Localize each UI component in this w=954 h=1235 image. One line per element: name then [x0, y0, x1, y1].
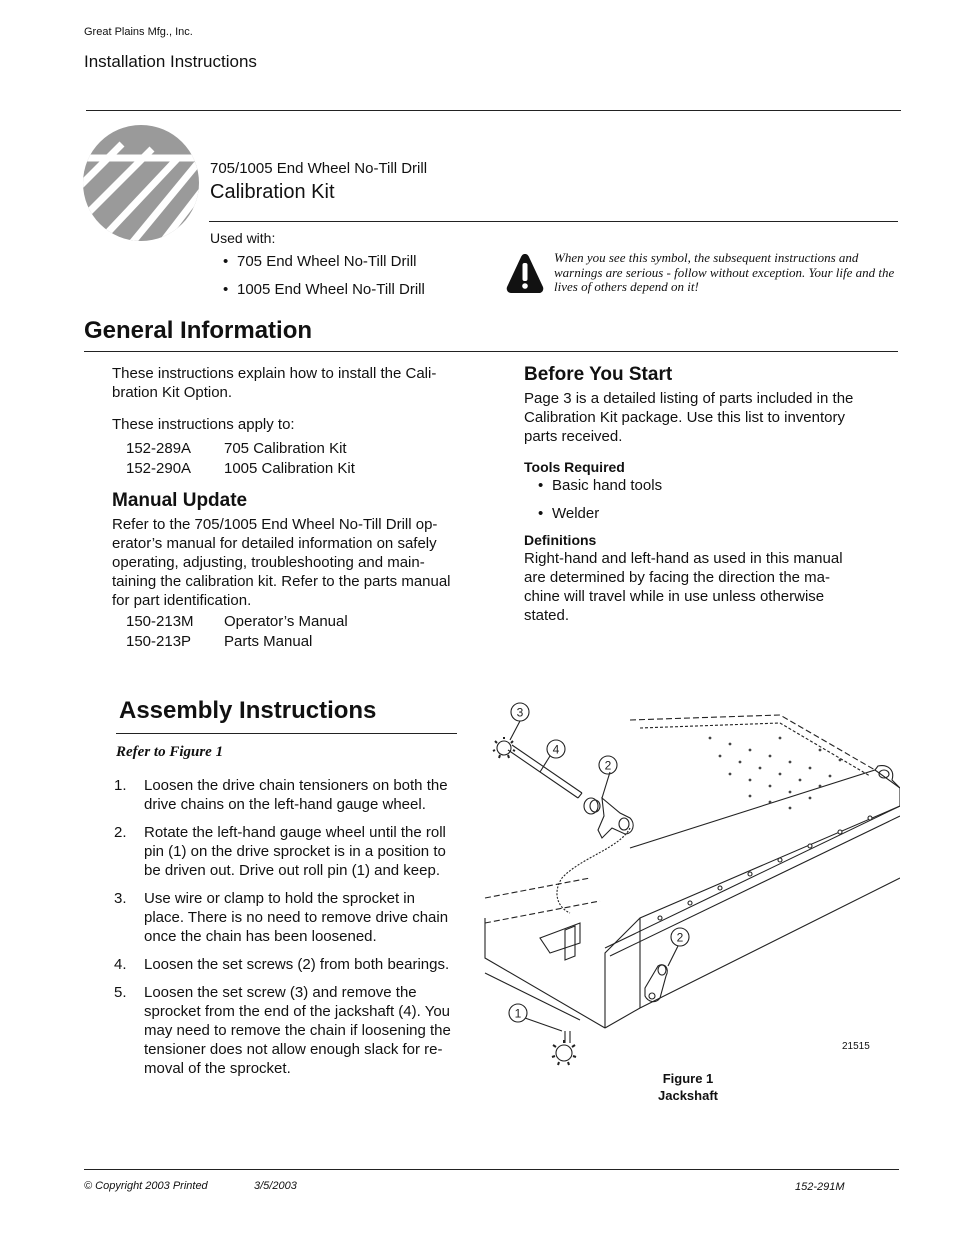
part-number: 150-213M [126, 613, 194, 630]
part-description: 705 Calibration Kit [224, 440, 347, 457]
table-row [126, 632, 348, 652]
list-item [114, 983, 456, 1078]
callout-label: 3 [516, 705, 524, 720]
list-item: • Basic hand tools [538, 476, 662, 495]
footer-copyright: © Copyright 2003 Printed [84, 1180, 208, 1192]
list-item [114, 823, 456, 880]
step-number: 3. [114, 890, 127, 907]
list-item [114, 889, 456, 946]
table-row [126, 439, 355, 459]
kit-title: Calibration Kit [210, 181, 335, 203]
part-number: 152-289A [126, 440, 192, 457]
drawing-number: 21515 [842, 1041, 870, 1052]
callout-label: 1 [514, 1006, 522, 1021]
manual-update-heading: Manual Update [112, 490, 248, 511]
header-rule [86, 110, 901, 111]
step-number: 1. [114, 777, 127, 794]
manual-update-text: Refer to the 705/1005 End Wheel No-Till Drill op-erator’s manual for detailed information on safely operating, adjusting, troubleshooting and main-taining the calibration kit. Refer to the parts manual for part identification. [112, 516, 451, 609]
part-number: 150-213P [126, 633, 192, 650]
step-text: Rotate the left-hand gauge wheel until the roll pin (1) on the drive sprocket is in a position to be driven out. Drive out roll pin (1) and keep. [144, 824, 446, 879]
list-item: • Welder [538, 504, 662, 523]
used-with-label: Used with: [210, 230, 276, 246]
product-title: 705/1005 End Wheel No-Till Drill [210, 160, 428, 177]
part-number: 152-290A [126, 460, 192, 477]
footer-rule [84, 1169, 899, 1170]
general-intro: These instructions explain how to install the Cali-bration Kit Option. [112, 365, 437, 401]
step-text: Loosen the set screws (2) from both bearings. [144, 956, 450, 973]
before-you-start-text: Page 3 is a detailed listing of parts included in the Calibration Kit package. Use this list to inventory parts received. [524, 390, 854, 445]
definitions-text: Right-hand and left-hand as used in this manual are determined by facing the direction the ma-chine will travel while in use unless otherwise stated. [524, 550, 843, 624]
kit-list [126, 439, 355, 479]
footer-doc-number: 152-291M [795, 1181, 845, 1193]
callout-label: 2 [676, 930, 684, 945]
apply-label: These instructions apply to: [112, 416, 295, 433]
warning-text: When you see this symbol, the subsequent instructions and warnings are serious - follow without exception. Your life and the lives of others depend on it! [554, 250, 895, 294]
general-information-heading: General Information [84, 317, 313, 344]
figure-caption-title: Jackshaft [658, 1088, 718, 1103]
step-number: 2. [114, 824, 127, 841]
document-type: Installation Instructions [84, 52, 257, 71]
table-row [126, 612, 348, 632]
jackshaft-figure [480, 698, 900, 1078]
step-text: Loosen the set screw (3) and remove the sprocket from the end of the jackshaft (4). You may need to remove the chain if loosening the tensioner does not allow enough slack for re-moval of the sprocket. [144, 984, 451, 1077]
part-description: Operator’s Manual [224, 613, 348, 630]
used-with-list [223, 252, 425, 299]
figure-caption-number: Figure 1 [662, 1071, 714, 1086]
tools-list [538, 476, 662, 523]
callout-label: 2 [604, 758, 612, 773]
list-item: • 1005 End Wheel No-Till Drill [223, 280, 425, 299]
footer-date: 3/5/2003 [254, 1180, 297, 1192]
assembly-instructions-heading: Assembly Instructions [119, 697, 377, 724]
refer-to-figure: Refer to Figure 1 [116, 744, 224, 760]
title-rule [209, 221, 898, 222]
list-item [114, 776, 456, 814]
tools-required-heading: Tools Required [524, 459, 625, 475]
great-plains-logo [82, 124, 200, 242]
table-row [126, 459, 355, 479]
assembly-steps [114, 776, 456, 1087]
list-item: • 705 End Wheel No-Till Drill [223, 252, 425, 271]
company-name: Great Plains Mfg., Inc. [84, 26, 193, 38]
step-text: Loosen the drive chain tensioners on both the drive chains on the left-hand gauge wheel. [144, 777, 448, 813]
step-text: Use wire or clamp to hold the sprocket in place. There is no need to remove drive chain once the chain has been loosened. [144, 890, 449, 945]
part-description: Parts Manual [224, 633, 313, 650]
figure-caption [600, 1070, 776, 1104]
part-description: 1005 Calibration Kit [224, 460, 355, 477]
definitions-heading: Definitions [524, 532, 597, 548]
warning-icon [505, 252, 545, 294]
step-number: 4. [114, 956, 127, 973]
general-rule [84, 351, 898, 352]
assembly-rule [116, 733, 457, 734]
callout-label: 4 [552, 742, 560, 757]
before-you-start-heading: Before You Start [524, 364, 673, 385]
step-number: 5. [114, 984, 127, 1001]
manual-list [126, 612, 348, 652]
list-item [114, 955, 456, 974]
